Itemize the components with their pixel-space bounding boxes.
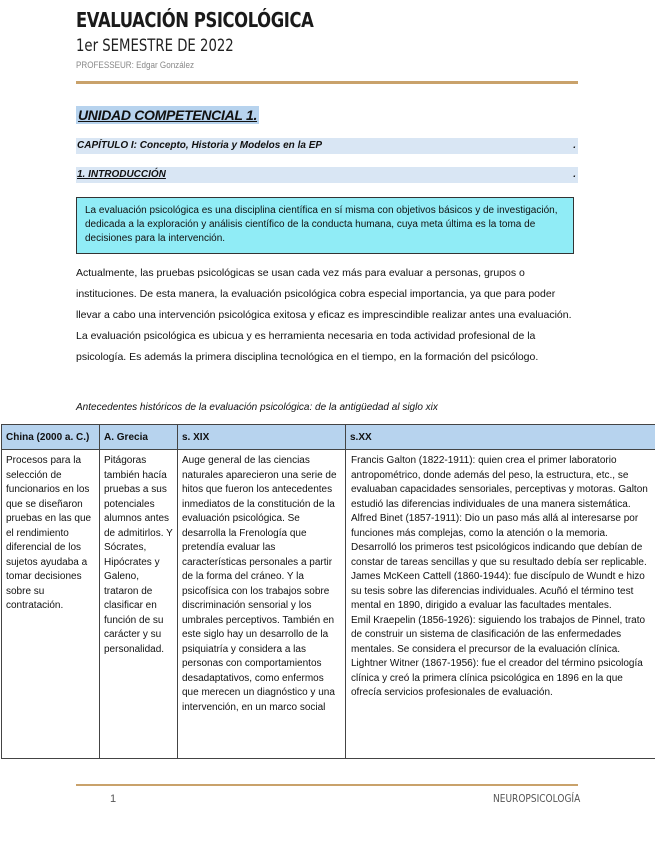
entry-kraepelin: Emil Kraepelin (1856-1926): siguiendo los trabajos de Pinnel, trato de construir un sistema de clasificación de las enfermedades mentales. Se considera el precursor de la evaluación clínica.: [351, 614, 646, 655]
cell-xix: Auge general de las ciencias naturales aparecieron una serie de hitos que fueron los antecedentes inmediatos de la constitución de la evaluación psicológica. Se desarrolla la Frenología que pretendía evaluar las características personales a partir de la forma del cráneo. Y la psicofísica con los trabajos sobre discriminación sensorial y los umbrales perceptivos. También en este siglo hay un desarrollo de la psiquiatría y considera a las personas con comportamientos desadaptativos, como enfermos que merecen un diagnóstico y una intervención, en un marco social: [178, 450, 346, 759]
intro-trailing: .: [573, 169, 576, 180]
header-xx: s.XX: [346, 425, 655, 450]
intro-title: 1. INTRODUCCIÓN: [77, 169, 166, 180]
cell-china: Procesos para la selección de funcionarios en los que se diseñaron pruebas en las que el rendimiento diferencial de los sujetos ayudaba a tomar decisiones sobre su contratación.: [2, 450, 100, 759]
footer-rule: [76, 784, 578, 786]
document-title: EVALUACIÓN PSICOLÓGICA: [76, 8, 314, 32]
document-subtitle: 1er SEMESTRE DE 2022: [76, 36, 234, 56]
entry-binet: Alfred Binet (1857-1911): Dio un paso más allá al interesarse por funciones más complejas, como la atención o la memoria. Desarrolló los primeros test psicológicos indicando que debían de constar de tareas sencillas y que su resultado debía ser replicable.: [351, 513, 647, 568]
header-china: China (2000 a. C.): [2, 425, 100, 450]
header-grecia: A. Grecia: [100, 425, 178, 450]
intro-paragraph: Actualmente, las pruebas psicológicas se usan cada vez más para evaluar a personas, grupos o instituciones. De esta manera, la evaluación psicológica cobra especial importancia, ya que para poder llevar a cabo una intervención psicológica exitosa y eficaz es imprescindible realizar antes una evaluación. La evaluación psicológica es ubicua y es herramienta necesaria en toda actividad profesional de la psicología. Es además la primera disciplina tecnológica en el tiempo, en la formación del psicólogo.: [76, 267, 572, 363]
entry-cattell: James McKeen Cattell (1860-1944): fue discípulo de Wundt e hizo su tesis sobre las diferencias individuales. Acuñó el término test mental en 1890, dirigido a evaluar las facultades mentales.: [351, 571, 645, 611]
entry-witner: Lightner Witner (1867-1956): fue el creador del término psicología clínica y creó la primera clínica psicológica en 1896 en la que ofrecía servicios profesionales de evaluación.: [351, 658, 643, 698]
footer-course: NEUROPSICOLOGÍA: [493, 792, 581, 805]
professor-line: PROFESSEUR: Edgar González: [76, 60, 195, 71]
table-header-row: [2, 425, 655, 450]
chapter-bar: [76, 138, 578, 154]
chapter-trailing: .: [573, 140, 576, 151]
header-xix: s. XIX: [178, 425, 346, 450]
entry-galton: Francis Galton (1822-1911): quien crea el primer laboratorio antropométrico, donde además del peso, la estructura, etc., se evaluaban capacidades sensoriales, perceptivas y motoras. Galton estudió las diferencias individuales de una manera sistemática.: [351, 455, 648, 510]
definition-box: La evaluación psicológica es una disciplina científica en sí misma con objetivos básicos y de investigación, dedicada a la exploración y análisis científico de la conducta humana, cuya meta última es la toma de decisiones para la intervención.: [76, 197, 574, 254]
intro-bar: [76, 167, 578, 183]
cell-xx: [346, 450, 655, 759]
table-row: [2, 450, 655, 759]
unit-heading: UNIDAD COMPETENCIAL 1.: [78, 107, 258, 123]
history-table: [1, 424, 655, 759]
chapter-title: CAPÍTULO I: Concepto, Historia y Modelos en la EP: [77, 140, 323, 151]
cell-grecia: Pitágoras también hacía pruebas a sus potenciales alumnos antes de admitirlos. Y Sócrates, Hipócrates y Galeno, trataron de clasificar en función de su carácter y su personalidad.: [100, 450, 178, 759]
table-caption: Antecedentes históricos de la evaluación psicológica: de la antigüedad al siglo xix: [76, 402, 438, 413]
page-number: 1: [110, 793, 117, 805]
header-rule: [76, 81, 578, 84]
